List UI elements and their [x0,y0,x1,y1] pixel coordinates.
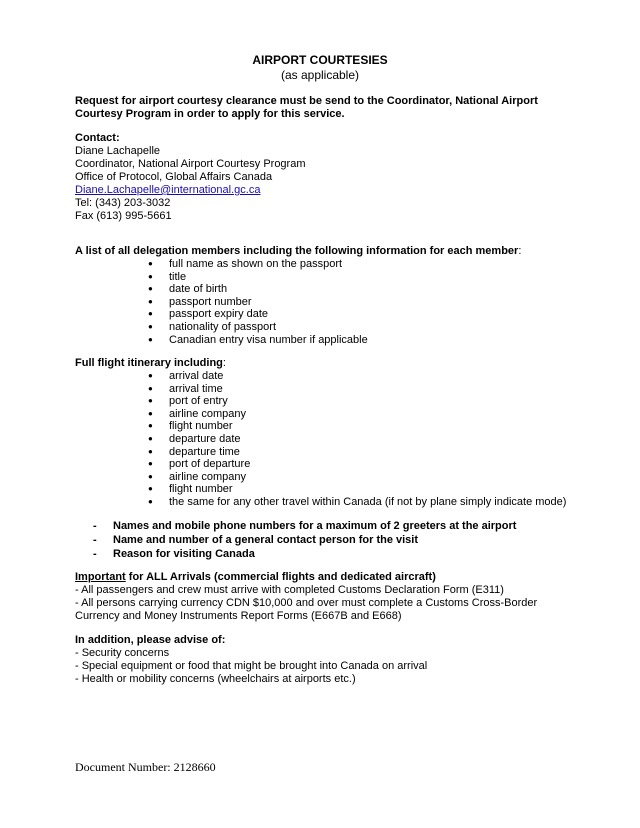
page-title: AIRPORT COURTESIES [252,53,388,67]
itinerary-item: ● flight number [145,420,605,433]
important-heading-rest: for ALL Arrivals (commercial flights and dedicated aircraft) [125,571,436,583]
addition-item: - Special equipment or food that might be brought into Canada on arrival [75,660,428,672]
itinerary-item: ● the same for any other travel within Canada (if not by plane simply indicate mode) [145,496,605,509]
contact-role: Coordinator, National Airport Courtesy Program [75,158,306,170]
itinerary-heading-colon: : [222,357,226,369]
delegation-item: ● full name as shown on the passport [145,258,605,271]
delegation-item: ● date of birth [145,283,605,296]
addition-item: - Security concerns [75,647,170,659]
contact-label: Contact: [75,132,120,144]
delegation-heading-text: A list of all delegation members including the following information for each member [75,245,519,257]
contact-email-link[interactable]: Diane.Lachapelle@international.gc.ca [75,184,261,196]
delegation-item: ● passport expiry date [145,308,605,321]
itinerary-item: ● airline company [145,471,605,484]
page-subtitle: (as applicable) [280,68,360,82]
contact-office: Office of Protocol, Global Affairs Canada [75,171,273,183]
extra-requirement-item: - Names and mobile phone numbers for a maximum of 2 greeters at the airport [93,519,573,533]
itinerary-heading [75,357,575,370]
document-number: Document Number: 2128660 [75,760,216,774]
itinerary-item: ● arrival date [145,370,605,383]
addition-section [75,634,575,686]
extras-list [93,519,573,561]
itinerary-item: ● departure date [145,433,605,446]
itinerary-heading-text: Full flight itinerary including [75,357,223,369]
itinerary-item: ● flight number [145,483,605,496]
delegation-heading [75,245,575,258]
important-section [75,571,575,623]
addition-list [75,647,575,686]
itinerary-item: ● departure time [145,446,605,459]
addition-heading: In addition, please advise of: [75,634,226,646]
contact-section [75,132,575,223]
delegation-heading-colon: : [518,245,522,257]
delegation-item: ● nationality of passport [145,321,605,334]
delegation-item: ● passport number [145,296,605,309]
itinerary-list [145,370,605,509]
extra-requirement-item: - Reason for visiting Canada [93,547,573,561]
important-line-1: - All passengers and crew must arrive with completed Customs Declaration Form (E311) [75,584,504,596]
contact-fax: Fax (613) 995-5661 [75,210,172,222]
important-heading [75,571,575,584]
contact-name: Diane Lachapelle [75,145,161,157]
delegation-item: ● Canadian entry visa number if applicable [145,334,605,347]
delegation-item: ● title [145,271,605,284]
itinerary-item: ● arrival time [145,383,605,396]
addition-item: - Health or mobility concerns (wheelchairs at airports etc.) [75,673,356,685]
important-line-2: - All persons carrying currency CDN $10,000 and over must complete a Customs Cross-Border Currency and Money Instruments Report Forms (E667B and E668) [75,597,538,622]
extra-requirement-item: - Name and number of a general contact person for the visit [93,533,573,547]
intro-paragraph: Request for airport courtesy clearance must be send to the Coordinator, National Airport Courtesy Program in order to apply for this service. [75,95,538,120]
delegation-list [145,258,605,346]
itinerary-item: ● port of entry [145,395,605,408]
contact-tel: Tel: (343) 203-3032 [75,197,171,209]
itinerary-item: ● port of departure [145,458,605,471]
important-label: Important [75,571,126,583]
itinerary-item: ● airline company [145,408,605,421]
